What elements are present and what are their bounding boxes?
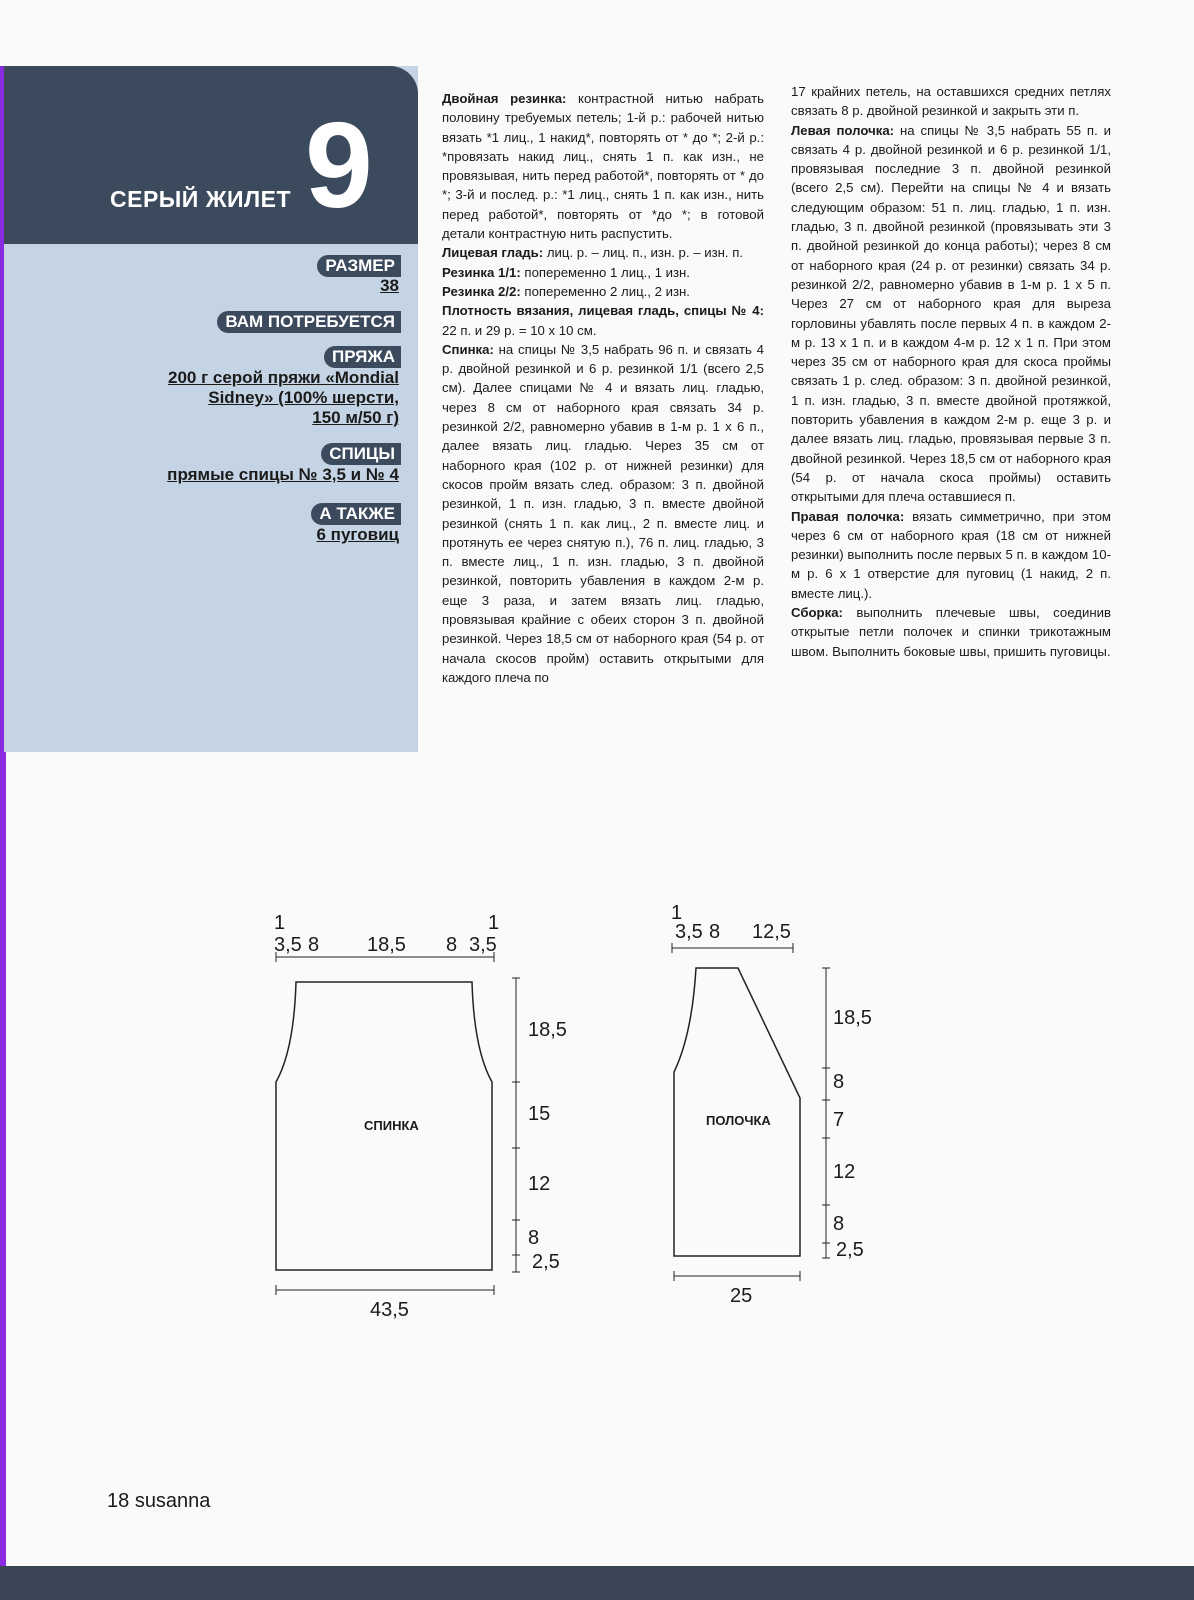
back-top-dim: 1 — [274, 912, 286, 934]
pattern-title: СЕРЫЙ ЖИЛЕТ — [110, 186, 292, 212]
back-side-dim: 18,5 — [528, 1019, 567, 1041]
size-value: 38 — [380, 276, 399, 295]
paragraph: 17 крайних петель, на оставшихся средних петлях связать 8 р. двойной резинкой и закрыть эти п. — [791, 84, 1111, 119]
front-side-dim: 12 — [833, 1161, 856, 1183]
front-side-dim: 8 — [833, 1213, 845, 1235]
yarn-line-2: Sidney» (100% шерсти, — [208, 388, 399, 407]
front-piece-outline — [674, 968, 800, 1256]
page-number: 18 — [107, 1490, 130, 1512]
front-side-dim: 18,5 — [833, 1007, 872, 1029]
paragraph: Правая полочка: вязать симметрично, при этом через 6 см от наборного края (18 см от нижней резинки) выполнить после первых 5 п. в каждом 10-м р. 6 х 1 отверстие для пуговиц (1 накид, 2 п. вместе лиц.). — [791, 508, 1111, 601]
back-top-dim: 8 — [446, 934, 458, 956]
paragraph: Резинка 2/2: попеременно 2 лиц., 2 изн. — [442, 283, 690, 299]
yarn-line-1: 200 г серой пряжи «Mondial — [168, 368, 399, 387]
paragraph: Сборка: выполнить плечевые швы, соединив открытые петли полочек и спинки трикотажным швом. Выполнить боковые швы, пришить пуговицы. — [791, 605, 1111, 659]
magazine-brand: susanna — [134, 1490, 211, 1512]
front-piece-name: ПОЛОЧКА — [706, 1113, 771, 1128]
back-top-dim: 3,5 — [469, 934, 497, 956]
paragraph: Левая полочка: на спицы № 3,5 набрать 55 п. и связать 4 р. двойной резинкой и 6 р. резинкой 1/1, провязывая последние 3 п. двойной резинкой (всего 2,5 см). Перейти на спицы № 4 и вязать следующим образом: 51 п. лиц. гладью, 1 п. изн. гладью, 3 п. двойной резинкой (провязывать эти 3 п. двойной резинкой до конца работы); через 8 см от наборного края (24 р. от резинки) связать 34 р. резинкой 2/2, равномерно убавив в 1-м р. 1 х 5 п. Через 27 см от наборного края для выреза горловины убавлять после первых 4 п. в каждом 2-м р. 13 х 1 п. и в каждом 4-м р. 12 х 1 п. При этом через 35 см от наборного края для скоса проймы связать 1 р. след. образом: 3 п. двойной резинкой, 1 п. изн. гладью, 3 п. вместе двойной протяжкой, повторить убавления в каждом 2-м р. еще 3 р. и далее вязать лиц. гладью, провязывая первые 3 п. двойной резинкой. Через 18,5 см от наборного края (54 р. от начала скоса проймы) оставить открытыми для плеча оставшиеся п. — [791, 122, 1111, 505]
paragraph: Плотность вязания, лицевая гладь, спицы № 4: 22 п. и 29 р. = 10 х 10 см. — [442, 303, 764, 338]
page-footer — [107, 1490, 210, 1513]
front-top-dim: 12,5 — [752, 921, 791, 943]
back-side-dim: 2,5 — [532, 1251, 560, 1273]
needles-label: СПИЦЫ — [321, 443, 401, 465]
front-side-dim: 8 — [833, 1071, 845, 1093]
paragraph: Резинка 1/1: попеременно 1 лиц., 1 изн. — [442, 264, 690, 280]
front-bottom-dim: 25 — [730, 1285, 753, 1307]
front-top-dim: 1 — [671, 902, 683, 924]
back-side-dim: 12 — [528, 1173, 551, 1195]
back-bottom-dim: 43,5 — [370, 1299, 409, 1321]
also-value: 6 пуговиц — [316, 525, 399, 544]
back-top-dim: 1 — [488, 912, 500, 934]
needles-value: прямые спицы № 3,5 и № 4 — [167, 465, 399, 484]
pattern-number: 9 — [305, 97, 373, 233]
back-side-dim: 15 — [528, 1103, 551, 1125]
paragraph: Лицевая гладь: лиц. р. – лиц. п., изн. р. – изн. п. — [442, 245, 744, 261]
yarn-line-3: 150 м/50 г) — [312, 408, 399, 427]
paragraph: Двойная резинка: контрастной нитью набрать половину требуемых петель; 1-й р.: рабочей нитью вязать *1 лиц., 1 накид*, повторять от * до *; 2-й р.: *провязать накид лиц., снять 1 п. как изн., не провязывая, нить перед работой*, повторять от * до *; 3-й и послед. р.: *1 лиц., снять 1 п. как изн., нить перед работой*, повторять от *до *; в готовой детали контрастную нить распустить. — [442, 91, 765, 242]
back-top-dim: 3,5 — [274, 934, 302, 956]
paragraph: Спинка: на спицы № 3,5 набрать 96 п. и связать 4 р. двойной резинкой и 6 р. резинкой 1/1 (всего 2,5 см). Далее спицами № 4 и вязать лиц. гладью, через 8 см от наборного края связать 34 р. резинкой 2/2, равномерно убавив в 1-м р. 1 х 6 п., далее вязать лиц. гладью. Через 35 см от наборного края (102 р. от нижней резинки) для скосов пройм вязать след. образом: 3 п. двойной резинкой, 1 п. изн. гладью, 3 п. вместе двойной резинкой (снять 1 п. как лиц., 2 п. вместе лиц. и протянуть ее через снятую п.), 76 п. лиц. гладью, 3 п. вместе лиц., 1 п. изн. гладью, 3 п. двойной резинкой, повторить убавления в каждом 2-м р. еще 3 раза, и затем вязать лиц. гладью, провязывая крайние с обеих сторон 3 п. двойной резинкой. Через 18,5 см от наборного края (54 р. от начала скосов пройм) оставить открытыми для каждого плеча по — [442, 341, 764, 685]
yarn-label: ПРЯЖА — [324, 346, 401, 368]
front-top-dim: 8 — [709, 921, 721, 943]
also-label: А ТАКЖЕ — [311, 503, 401, 525]
back-top-dim: 8 — [308, 934, 320, 956]
back-top-dim: 18,5 — [367, 934, 406, 956]
front-side-dim: 2,5 — [836, 1239, 864, 1261]
front-top-dim: 3,5 — [675, 921, 703, 943]
front-side-dim: 7 — [833, 1109, 845, 1131]
size-label: РАЗМЕР — [317, 255, 401, 277]
bottom-bar — [0, 1566, 1194, 1600]
back-piece-name: СПИНКА — [364, 1118, 419, 1133]
back-side-dim: 8 — [528, 1227, 540, 1249]
need-label: ВАМ ПОТРЕБУЕТСЯ — [217, 311, 401, 333]
